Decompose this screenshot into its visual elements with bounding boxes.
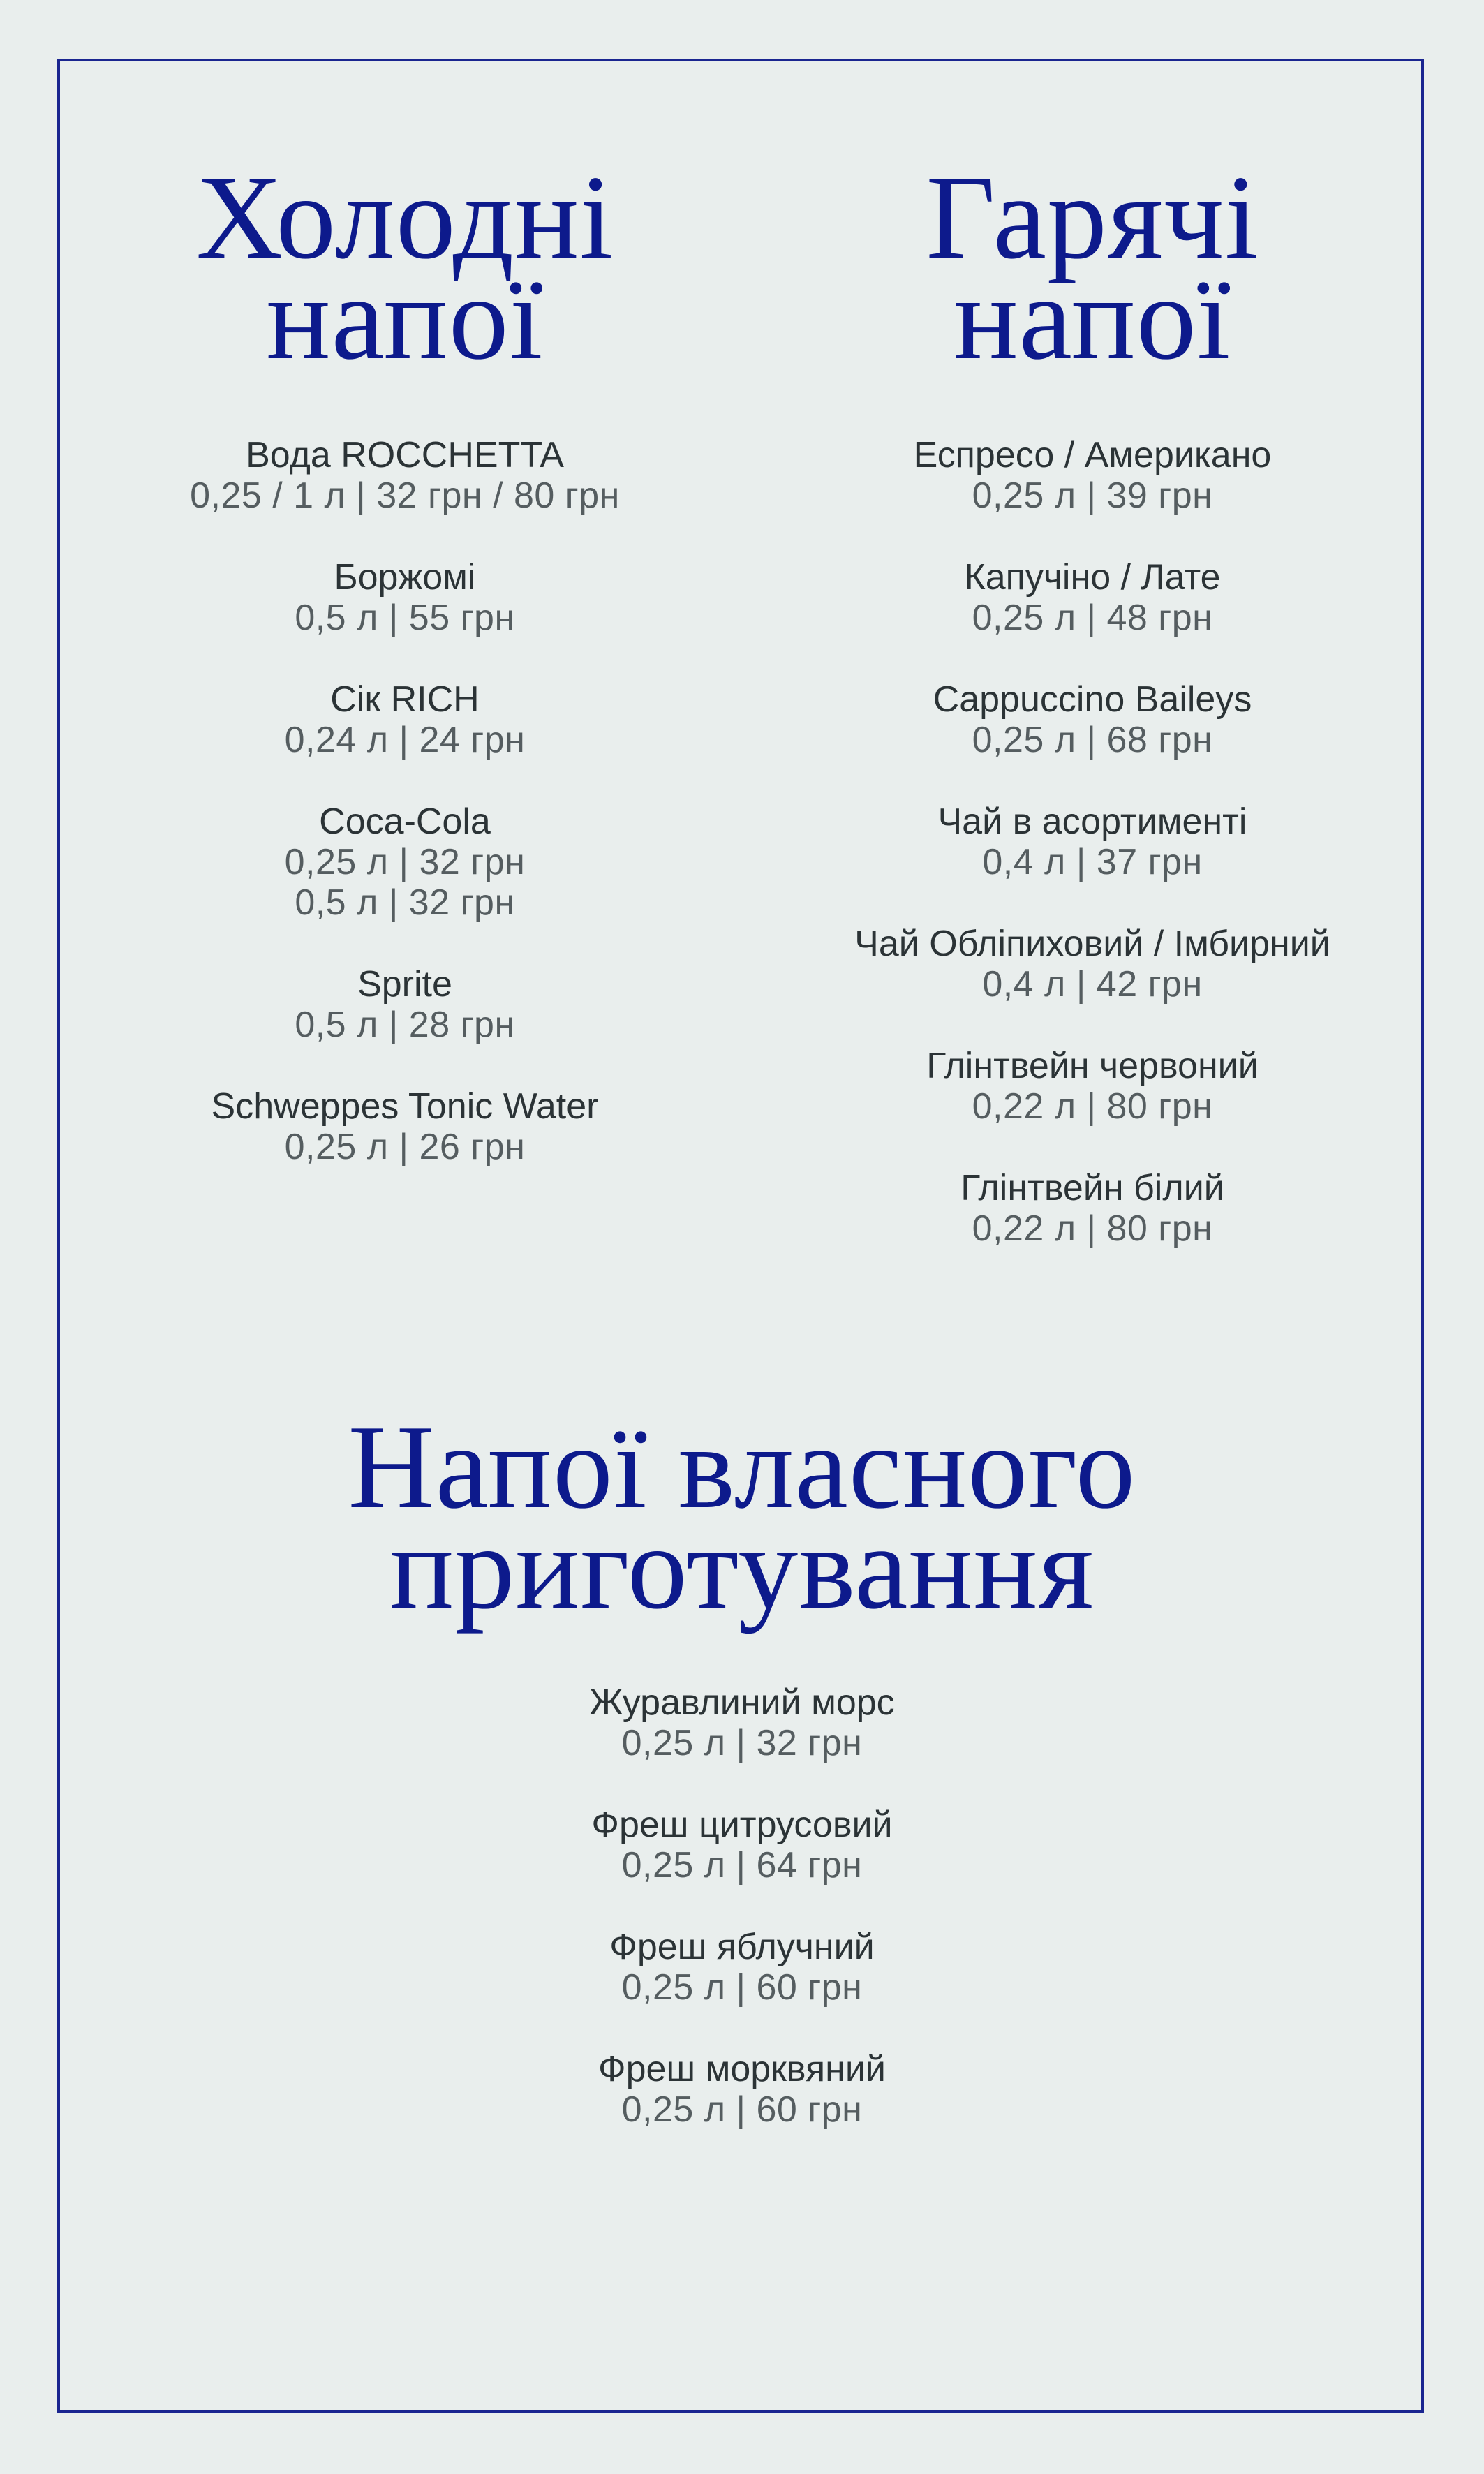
item-price-secondary: 0,5 л | 32 грн <box>295 882 515 923</box>
item-price: 0,25 л | 60 грн <box>621 2089 863 2130</box>
item-name: Фреш морквяний <box>598 2049 886 2089</box>
menu-item <box>778 924 1407 1046</box>
homemade-drinks-list <box>463 1682 1021 2171</box>
item-price: 0,25 л | 32 грн <box>284 842 526 882</box>
menu-item <box>778 435 1407 557</box>
menu-item <box>463 1805 1021 1927</box>
item-name: Фреш яблучний <box>609 1927 875 1967</box>
cold-drinks-title-line2: напої <box>266 252 544 385</box>
item-name: Фреш цитрусовий <box>591 1805 893 1845</box>
item-price: 0,25 л | 68 грн <box>972 720 1213 760</box>
menu-item <box>778 557 1407 679</box>
menu-item <box>126 557 684 679</box>
item-name: Cappuccino Baileys <box>933 679 1252 720</box>
hot-drinks-title <box>813 151 1372 385</box>
item-price: 0,24 л | 24 грн <box>284 720 526 760</box>
item-price: 0,4 л | 37 грн <box>982 842 1203 882</box>
item-name: Сік RICH <box>330 679 480 720</box>
item-name: Чай Обліпиховий / Імбирний <box>854 924 1330 964</box>
item-price: 0,25 л | 60 грн <box>621 1967 863 2008</box>
item-name: Журавлиний морс <box>589 1682 895 1723</box>
cold-drinks-title <box>126 151 684 385</box>
item-price: 0,25 л | 39 грн <box>972 475 1213 516</box>
item-price: 0,25 л | 26 грн <box>284 1127 526 1167</box>
item-price: 0,4 л | 42 грн <box>982 964 1203 1005</box>
menu-item <box>126 801 684 964</box>
item-price: 0,25 л | 64 грн <box>621 1845 863 1886</box>
item-name: Schweppes Tonic Water <box>211 1086 599 1127</box>
item-name: Coca-Cola <box>319 801 491 842</box>
item-price: 0,25 / 1 л | 32 грн / 80 грн <box>190 475 620 516</box>
item-price: 0,25 л | 48 грн <box>972 598 1213 638</box>
item-name: Глінтвейн червоний <box>926 1046 1259 1086</box>
menu-item <box>463 1682 1021 1805</box>
item-price: 0,5 л | 28 грн <box>295 1005 515 1045</box>
homemade-drinks-title <box>184 1401 1300 1634</box>
menu-item <box>778 1168 1407 1290</box>
item-name: Капучіно / Лате <box>964 557 1221 598</box>
homemade-drinks-title-line1: Напої власного <box>348 1401 1136 1534</box>
menu-item <box>463 1927 1021 2049</box>
menu-item <box>778 801 1407 924</box>
item-price: 0,5 л | 55 грн <box>295 598 515 638</box>
menu-item <box>126 964 684 1086</box>
item-price: 0,22 л | 80 грн <box>972 1086 1213 1127</box>
menu-item <box>126 679 684 801</box>
hot-drinks-title-line1: Гарячі <box>926 151 1259 284</box>
item-name: Вода ROCCHETTA <box>246 435 564 475</box>
item-name: Чай в асортименті <box>937 801 1247 842</box>
item-name: Глінтвейн білий <box>960 1168 1224 1208</box>
item-name: Еспресо / Американо <box>913 435 1272 475</box>
item-name: Sprite <box>357 964 452 1005</box>
item-price: 0,22 л | 80 грн <box>972 1208 1213 1249</box>
cold-drinks-title-line1: Холодні <box>195 151 614 284</box>
menu-item <box>778 679 1407 801</box>
cold-drinks-list <box>126 435 684 1208</box>
hot-drinks-title-line2: напої <box>954 252 1231 385</box>
menu-item <box>463 2049 1021 2171</box>
menu-item <box>126 435 684 557</box>
item-name: Боржомі <box>334 557 476 598</box>
hot-drinks-list <box>778 435 1407 1290</box>
menu-item <box>778 1046 1407 1168</box>
homemade-drinks-title-line2: приготування <box>389 1502 1095 1634</box>
menu-item <box>126 1086 684 1208</box>
item-price: 0,25 л | 32 грн <box>621 1723 863 1763</box>
